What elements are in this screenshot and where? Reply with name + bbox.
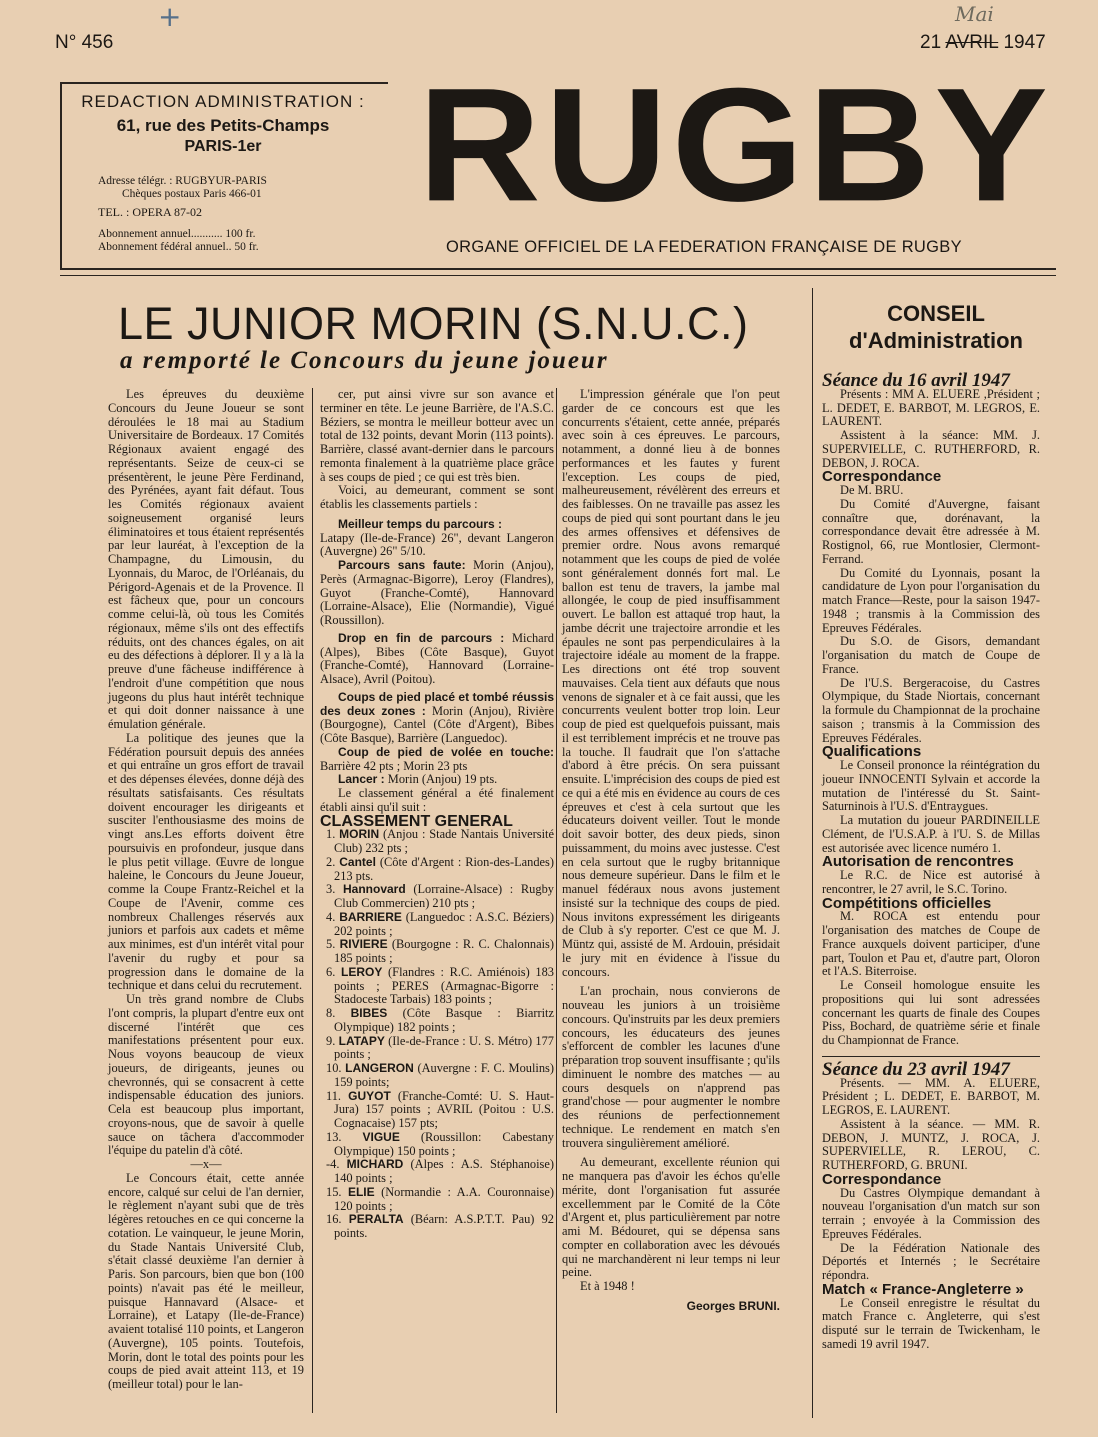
- subscription-annual: Abonnement annuel........... 100 fr.: [98, 228, 256, 240]
- rank-name: LEROY: [341, 964, 383, 979]
- conseil-item: De la Fédération Nationale des Déportés et Internés ; le Secrétaire répondra.: [822, 1240, 1040, 1282]
- general-ranking-heading: CLASSEMENT GENERAL: [320, 812, 513, 830]
- partial-touch: [320, 746, 554, 774]
- rank-number: 8.: [326, 1006, 336, 1020]
- section-title: Match « France-Angleterre »: [822, 1280, 1024, 1298]
- rank-number: 16.: [326, 1212, 342, 1227]
- rank-detail: (Roussillon: Cabestany Olympique) 150 points ;: [334, 1129, 554, 1158]
- rank-number: 10.: [326, 1061, 342, 1075]
- ranking-entry: [320, 966, 554, 1007]
- partial-label: Coups de pied placé et tombé réussis des deux zones :: [320, 689, 554, 718]
- rank-name: GUYOT: [348, 1088, 391, 1103]
- ranking-entry: [320, 828, 554, 856]
- rank-name: PERALTA: [348, 1212, 404, 1227]
- rank-name: VIGUE: [362, 1129, 400, 1144]
- date-day: 21: [920, 32, 942, 53]
- ranking-entry: [320, 856, 554, 884]
- newspaper-subtitle: ORGANE OFFICIEL DE LA FEDERATION FRANÇAISE DE RUGBY: [446, 238, 962, 256]
- rank-name: ELIE: [347, 1184, 375, 1199]
- column-rule-2: [556, 388, 557, 1413]
- rank-number: 1.: [326, 827, 336, 842]
- newspaper-title: RUGBY: [418, 55, 1052, 236]
- conseil-title-line1: CONSEIL: [887, 301, 985, 326]
- rank-number: 9.: [326, 1033, 336, 1048]
- article-paragraph: Un très grand nombre de Clubs l'ont compris, la plupart d'entre eux ont discerné l'intérêt que ces manifestations présentent pour eux. Nous voyons beaucoup de vieux joueurs, de dirigeants, jeunes ou chevronnés, qui se consacrent à cette indispensable éducation des juniors. Cela est beaucoup plus important, croyons-nous, que de savoir à quelle sauce on tâchera d'accommoder l'équipe du patelin d'à côté.: [108, 992, 304, 1158]
- rank-detail: (Ile-de-France : U. S. Métro) 177 points ;: [334, 1033, 554, 1062]
- conseil-item: M. ROCA est entendu pour l'organisation des matches de Coupe de France auxquels doivent participer, d'une part, Toulon et Pau et, d'autre part, Oloron et l'A.S. Biterroise.: [822, 909, 1040, 979]
- partial-label: Parcours sans faute:: [338, 558, 466, 572]
- date-year: 1947: [1003, 32, 1046, 53]
- partial-label: Drop en fin de parcours :: [338, 630, 505, 645]
- section-title: Compétitions officielles: [822, 894, 992, 912]
- rank-name: BIBES: [350, 1006, 388, 1020]
- rank-detail: (Bourgogne : R. C. Chalonnais) 185 points ;: [334, 937, 554, 965]
- rank-name: Hannovard: [342, 882, 406, 897]
- rank-name: LANGERON: [345, 1061, 414, 1075]
- conseil-item: De l'U.S. Bergeracoise, du Castres Olympique, du Stade Niortais, concernant la formule du Championnat de la prochaine saison ; transmis à la Commission des Epreuves Fédérales.: [822, 675, 1040, 745]
- rank-name: RIVIERE: [339, 937, 388, 952]
- conseil-item: Du S.O. de Gisors, demandant l'organisation du match de Coupe de France.: [822, 634, 1040, 676]
- seance-title: Séance du 16 avril 1947: [822, 370, 1010, 391]
- rank-number: 11.: [326, 1088, 342, 1103]
- ranking-entry: [320, 1131, 554, 1159]
- rank-name: MORIN: [339, 827, 380, 842]
- rank-detail: (Lorraine-Alsace) : Rugby Club Commercien) 210 pts ;: [334, 882, 554, 910]
- conseil-item: Le Conseil enregistre le résultat du match France c. Angleterre, qui s'est disputé sur le terrain de Twickenham, le samedi 19 avril 1947.: [822, 1295, 1040, 1351]
- rank-detail: (Côte Basque : Biarritz Olympique) 182 points ;: [334, 1006, 554, 1034]
- rank-detail: (Anjou : Stade Nantais Université Club) 232 pts ;: [334, 827, 554, 855]
- rank-number: 15.: [326, 1184, 342, 1199]
- rank-number: 5.: [326, 937, 336, 952]
- conseil-item: Du Comité du Lyonnais, posant la candidature de Lyon pour l'organisation du match France—Reste, pour la saison 1947-1948 ; transmis à la Commission des Epreuves Fédérales.: [822, 565, 1040, 635]
- ranking-entry: [320, 1158, 554, 1186]
- conseil-item: De M. BRU.: [840, 483, 904, 497]
- partial-text: Morin (Anjou) 19 pts.: [387, 772, 498, 787]
- ranking-entry: [320, 1186, 554, 1214]
- article-column-1: [108, 388, 304, 1392]
- column-rule-1: [312, 388, 313, 1413]
- ranking-entry: [320, 1007, 554, 1035]
- article-paragraph: Voici, au demeurant, comment se sont établis les classements partiels :: [320, 483, 554, 511]
- article-column-2: [320, 388, 554, 1241]
- rank-detail: (Béarn: A.S.P.T.T. Pau) 92 points.: [334, 1212, 554, 1240]
- article-paragraph: La politique des jeunes que la Fédération poursuit depuis des années et qui entraîne un gros effort de travail et des dépenses élevées, donne déjà des résultats satisfaisants. Ces résultats doivent encourager les dirigeants et susciter l'enthousiasme des moins de vingt ans.Les efforts doivent être poursuivis en profondeur, jusque dans le plus petit village. Œuvre de longue haleine, le Concours du Jeune Joueur, comme la Coupe Frantz-Reichel et la Coupe de l'Avenir, comme ces nombreux Challenges réservés aux juniors et parfois aux cadets et même aux minimes, est d'un intérêt vital pour l'avenir du rugby et pour sa progression dans le domaine de la technique et dans celui du recrutement.: [108, 730, 304, 993]
- partial-best-time: [320, 518, 554, 559]
- partial-label: Coup de pied de volée en touche:: [338, 744, 554, 759]
- conseil-item: La mutation du joueur PARDINEILLE Clément, de l'U.S.A.P. à l'U. S. de Millas est autorisée avec licence numéro 1.: [822, 813, 1040, 855]
- ranking-entry: [320, 1062, 554, 1090]
- general-ranking-list: [320, 828, 554, 1241]
- masthead-rule-thin: [60, 275, 1056, 276]
- rank-detail: (Alpes : A.S. Stéphanoise) 140 points ;: [334, 1157, 554, 1185]
- rank-detail: (Franche-Comté: U. S. Haut-Jura) 157 points ; AVRIL (Poitou : U.S. Cognacaise) 157 pts;: [334, 1088, 554, 1130]
- article-paragraph: L'an prochain, nous convierons de nouveau les juniors à un troisième concours. Qu'instruits par les deux premiers concours, les éducateurs des jeunes s'efforcent de combler les lacunes d'une préparation trop souvent insuffisante ; qu'ils diminuent le nombre des matches — au cours desquels on n'apprend pas grand'chose — pour augmenter le nombre des réunions de perfectionnement technique. Le rendement en match s'en trouvera singulièrement amélioré.: [562, 984, 780, 1150]
- ranking-entry: [320, 883, 554, 911]
- rank-detail: (Auvergne : F. C. Moulins) 159 points;: [334, 1061, 554, 1089]
- handwritten-month: Mai: [955, 2, 994, 26]
- rank-number: 3.: [326, 882, 336, 897]
- seance-title: Séance du 23 avril 1947: [822, 1058, 1010, 1080]
- partial-throw: [320, 773, 554, 787]
- ranking-entry: [320, 1035, 554, 1063]
- rank-name: BARRIERE: [339, 909, 402, 924]
- rank-number: 2.: [326, 854, 336, 869]
- partial-text: Barrière 42 pts ; Morin 23 pts: [320, 758, 468, 773]
- conseil-item: Le Conseil prononce la réintégration du joueur INNOCENTI Sylvain et accorde la mutation de l'intéressé du St. Saint-Saturninois à l'U.S. d'Entraygues.: [822, 758, 1040, 814]
- partial-text: Morin (Anjou), Perès (Armagnac-Bigorre), Leroy (Flandres), Guyot (Franche-Comté), Hannovard (Lorraine-Alsace), Elie (Normandie), Vigué (Roussillon).: [320, 558, 554, 627]
- section-title: Qualifications: [822, 743, 922, 761]
- partial-label: Lancer :: [338, 772, 385, 787]
- rank-number: 6.: [326, 964, 336, 979]
- seance-assistent: Assistent à la séance. — MM. R. DEBON, J. MUNTZ, J. ROCA, J. SUPERVIELLE, R. LEROU, C. RUTHERFORD, G. BRUNI.: [822, 1116, 1040, 1172]
- article-paragraph: cer, put ainsi vivre sur son avance et terminer en tête. Le jeune Barrière, de l'A.S.C. Béziers, se montra le meilleur botteur avec un total de 132 points, devant Morin (113 points). Barrière, classé avant-dernier dans le parcours remonta finalement à la quatrième place grâce à ses coups de pied ; ce qui est très bien.: [320, 387, 554, 484]
- rank-detail: (Normandie : A.A. Couronnaise) 120 points ;: [334, 1184, 554, 1213]
- rank-detail: (Languedoc : A.S.C. Béziers) 202 points ;: [334, 909, 554, 938]
- postal-cheques: Chèques postaux Paris 466-01: [122, 188, 262, 200]
- partial-text: Latapy (Ile-de-France) 26", devant Langeron (Auvergne) 26" 5/10.: [320, 530, 554, 559]
- article-paragraph: L'impression générale que l'on peut garder de ce concours est que les concurrents s'étaient, cette année, préparés avec soin à ces épreuves. Le parcours, notamment, a donné lieu à de bonnes performances et les fautes y furent l'exception. Les coups de pied, malheureusement, révélèrent des erreurs et des faiblesses. On ne travaille pas assez les coups de pied qui sont pourtant dans le jeu des armes offensives et défensives de premier ordre. Nous avons remarqué notamment que les coups de pied de volée sont généralement donnés fort mal. Le ballon est tenu de travers, la jambe mal allongée, le coup de pied insuffisamment ouvert. Le ballon est attaqué trop haut, la jambe décrit une trajectoire arrondie et les épaules ne sont pas perpendiculaires à la trajectoire idéale au moment de la frappe. Les directions ont été trop souvent mauvaises. Cela tient aux défauts que nous venons de signaler et à ce fait aussi, que les concurrents veulent botter trop loin. Leur coup de pied est quelquefois puissant, mais il est terriblement imprécis et ne trouve pas la touche. Il faudrait que l'on s'attache d'abord à être précis. On sera puissant ensuite. L'imprécision des coups de pied est ce qui a été mis en évidence au cours de ces épreuves et c'est à cela surtout que les éducateurs doivent veiller. Tout le monde doit savoir botter, des deux pieds, sinon puissamment, du moins avec justesse. C'est en cela surtout que le rugby britannique nous demeure supérieur. Dans le film et le manuel fédéraux nous avons justement insisté sur la technique des coups de pied. Nous invitons expressément les dirigeants de Club à s'y reporter. C'est ce que M. J. Müntz qui, assisté de M. Ardouin, présidait le jury mit en évidence à l'issue du concours.: [562, 387, 780, 979]
- article-signature: Georges BRUNI.: [686, 1298, 780, 1313]
- rank-number: 4.: [326, 909, 336, 924]
- conseil-title: [820, 300, 1052, 354]
- article-paragraph: Au demeurant, excellente réunion qui ne manquera pas d'avoir les échos qu'elle mérite, dont l'organisation fut assurée excellemment par le Comité de la Côte d'Argent et, plus particulièrement par notre ami M. Bédouret, qui se dépensa sans compter en collaboration avec les dévoués qui ne marchandèrent ni leur temps ni leur peine.: [562, 1155, 780, 1280]
- ranking-entry: [320, 1213, 554, 1241]
- section-title: Autorisation de rencontres: [822, 853, 1014, 871]
- article-headline: LE JUNIOR MORIN (S.N.U.C.): [118, 298, 749, 349]
- conseil-item: Le Conseil homologue ensuite les propositions qui lui sont adressées concernant les quarts de finale des Coupes Piss, Bochard, de quatrième série et finale du Championnat de France.: [822, 978, 1040, 1047]
- column-rule-3: [812, 288, 813, 1418]
- partial-drop: [320, 632, 554, 687]
- partial-no-fault: [320, 559, 554, 628]
- section-separator: —x—: [190, 1157, 222, 1171]
- handwritten-cross: +: [158, 0, 182, 33]
- address-details: [98, 175, 348, 254]
- article-column-3: [562, 388, 780, 1314]
- redaction-heading: REDACTION ADMINISTRATION :: [81, 92, 365, 111]
- conseil-item: Du Castres Olympique demandant à nouveau l'organisation d'un match sur son terrain ; envoyée à la Commission des Epreuves Fédérales.: [822, 1185, 1040, 1241]
- issue-number: N° 456: [55, 32, 114, 53]
- ranking-entry: [320, 938, 554, 966]
- issue-date: [920, 32, 1046, 54]
- telephone: TEL. : OPERA 87-02: [98, 205, 202, 219]
- partial-text: Michard (Alpes), Bibes (Côte Basque), Guyot (Franche-Comté), Hannovard (Lorraine-Alsace), Avril (Poitou).: [320, 630, 554, 686]
- ranking-entry: [320, 911, 554, 939]
- conseil-title-line2: d'Administration: [849, 328, 1023, 353]
- article-paragraph: Les épreuves du deuxième Concours du Jeune Joueur se sont déroulées le 18 mai au Stadium Universitaire de Bordeaux. 17 Comités Régionaux avaient engagé des représentants. Seize de ceux-ci se présentèrent, le jeune Père Ferdinand, des Pyrénées, ayant fait défaut. Tous les Comités régionaux avaient soigneusement organisé leurs éliminatoires et tous étaient représentés par leur lauréat, à l'exception de la Champagne, du Limousin, du Lyonnais, du Maroc, de l'Orléanais, du Périgord-Agenais et de la Provence. Il est fâcheux que, pour un concours comme celui-là, où tous les Comités régionaux, même s'ils ont des effectifs réduits, ont des chances égales, on ait eu des défections à déplorer. Il y a là la preuve d'une fâcheuse indifférence à l'endroit d'une compétition que nous jugeons du plus haut intérêt technique et qui doit donner naissance à une émulation générale.: [108, 387, 304, 731]
- ranking-entry: [320, 1090, 554, 1131]
- conseil-item: Du Comité d'Auvergne, faisant connaître que, dorénavant, la correspondance devait être adressée à M. Rostignol, 66, rue Montlosier, Clermont-Ferrand.: [822, 496, 1040, 566]
- address-street: 61, rue des Petits-Champs: [116, 116, 330, 135]
- article-paragraph: Et à 1948 !: [580, 1279, 635, 1293]
- rank-number: 13.: [326, 1129, 342, 1144]
- rank-detail: (Flandres : R.C. Amiénois) 183 points ; PERES (Armagnac-Bigorre : Stadoceste Tarbais) 183 points ;: [334, 964, 554, 1007]
- seance-assistent: Assistent à la séance: MM. J. SUPERVIELLE, C. RUTHERFORD, R. DEBON, J. ROCA.: [822, 428, 1040, 470]
- section-title: Correspondance: [822, 468, 942, 486]
- rank-number: -4.: [326, 1157, 340, 1172]
- rank-name: Cantel: [339, 854, 376, 869]
- masthead-rule: [60, 268, 1056, 270]
- article-paragraph: Le Concours était, cette année encore, calqué sur celui de l'an dernier, le règlement n'ayant subi que de très légères retouches en ce qui concerne la cotation. Le vainqueur, le jeune Morin, du Stade Nantais Université Club, s'était classé deuxième l'an dernier à Paris. Son parcours, bien que bon (100 points) n'avait pas été le meilleur, puisque Hannavard (Alsace- et Lorraine), et Latapy (Ile-de-France) avaient totalisé 110 points, et Langeron (Auvergne), 105 points. Toutefois, Morin, dont le total des points pour les coups de pied avait atteint 113, et 19 (meilleur total) pour le lan-: [108, 1170, 304, 1391]
- conseil-item: Le R.C. de Nice est autorisé à rencontrer, le 27 avril, le S.C. Torino.: [822, 868, 1040, 896]
- rank-name: MICHARD: [346, 1157, 404, 1172]
- partial-label: Meilleur temps du parcours :: [338, 516, 503, 531]
- address-city: PARIS-1er: [184, 138, 262, 155]
- rank-detail: (Côte d'Argent : Rion-des-Landes) 213 pts.: [334, 854, 554, 883]
- article-subheadline: a remporté le Concours du jeune joueur: [120, 347, 609, 374]
- partial-text: Morin (Anjou), Rivière (Bourgogne), Cantel (Côte d'Argent), Bibes (Côte Basque), Barrière (Languedoc).: [320, 703, 554, 745]
- rank-name: LATAPY: [338, 1033, 385, 1048]
- partial-placed: [320, 691, 554, 746]
- section-divider: [822, 1056, 1040, 1057]
- conseil-column: [822, 370, 1040, 1352]
- partial-outro: Le classement général a été finalement établi ainsi qu'il suit :: [320, 786, 554, 814]
- subscription-federal: Abonnement fédéral annuel.. 50 fr.: [98, 241, 259, 253]
- seance-presents: Présents : MM A. ELUERE ,Président ; L. DEDET, E. BARBOT, M. LEGROS, E. LAURENT.: [822, 386, 1040, 429]
- seance-presents: Présents. — MM. A. ELUERE, Président ; L. DEDET, E. BARBOT, M. LEGROS, E. LAURENT.: [822, 1075, 1040, 1117]
- telegram-address: Adresse télégr. : RUGBYUR-PARIS: [98, 175, 267, 187]
- date-month-struck: AVRIL: [945, 32, 999, 53]
- section-title: Correspondance: [822, 1170, 942, 1188]
